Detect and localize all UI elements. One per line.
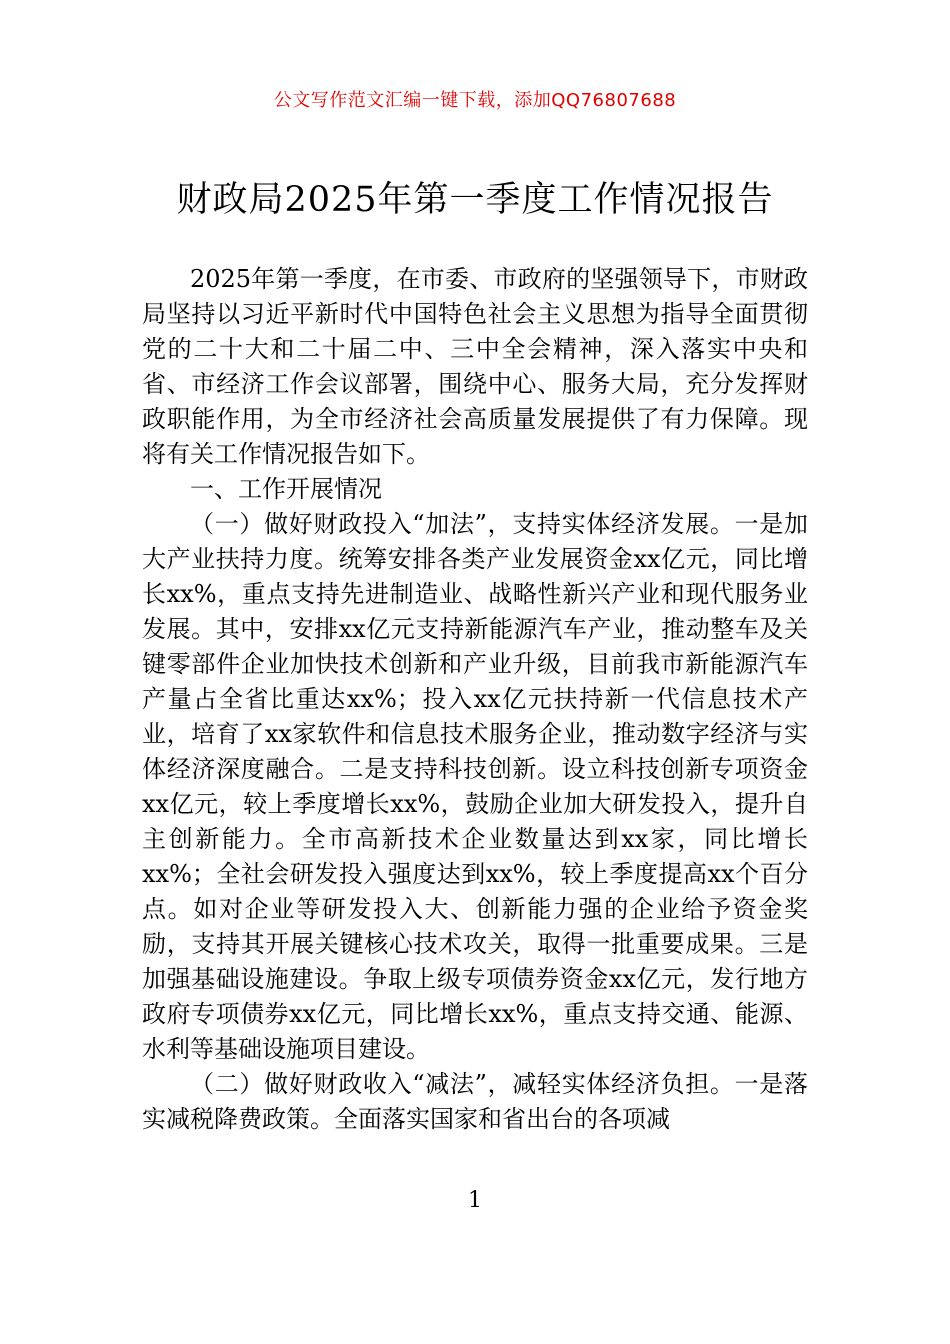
intro-paragraph: 2025年第一季度，在市委、市政府的坚强领导下，市财政局坚持以习近平新时代中国特色社会主义思想为指导全面贯彻党的二十大和二十届二中、三中全会精神，深入落实中央和省、市经济工作会议部署，围绕中心、服务大局，充分发挥财政职能作用，为全市经济社会高质量发展提供了有力保障。现将有关工作情况报告如下。 [142, 265, 808, 468]
section-heading: 一、工作开展情况 [190, 475, 382, 503]
promo-banner[interactable]: 公文写作范文汇编一键下载，添加QQ76807688 [273, 90, 677, 111]
document-title: 财政局2025年第一季度工作情况报告 [176, 180, 774, 220]
body-paragraph: （一）做好财政投入“加法”，支持实体经济发展。一是加大产业扶持力度。统筹安排各类产业发展资金xx亿元，同比增长xx%，重点支持先进制造业、战略性新兴产业和现代服务业发展。其中，安排xx亿元支持新能源汽车产业，推动整车及关键零部件企业加快技术创新和产业升级，目前我市新能源汽车产量占全省比重达xx%；投入xx亿元扶持新一代信息技术产业，培育了xx家软件和信息技术服务企业，推动数字经济与实体经济深度融合。二是支持科技创新。设立科技创新专项资金xx亿元，较上季度增长xx%，鼓励企业加大研发投入，提升自主创新能力。全市高新技术企业数量达到xx家，同比增长xx%；全社会研发投入强度达到xx%，较上季度提高xx个百分点。如对企业等研发投入大、创新能力强的企业给予资金奖励，支持其开展关键核心技术攻关，取得一批重要成果。三是加强基础设施建设。争取上级专项债券资金xx亿元，发行地方政府专项债券xx亿元，同比增长xx%，重点支持交通、能源、水利等基础设施项目建设。 [142, 510, 808, 1063]
document-body [142, 262, 808, 1137]
body-paragraph: （二）做好财政收入“减法”，减轻实体经济负担。一是落实减税降费政策。全面落实国家和省出台的各项减 [142, 1070, 808, 1133]
page-number: 1 [468, 1188, 482, 1213]
